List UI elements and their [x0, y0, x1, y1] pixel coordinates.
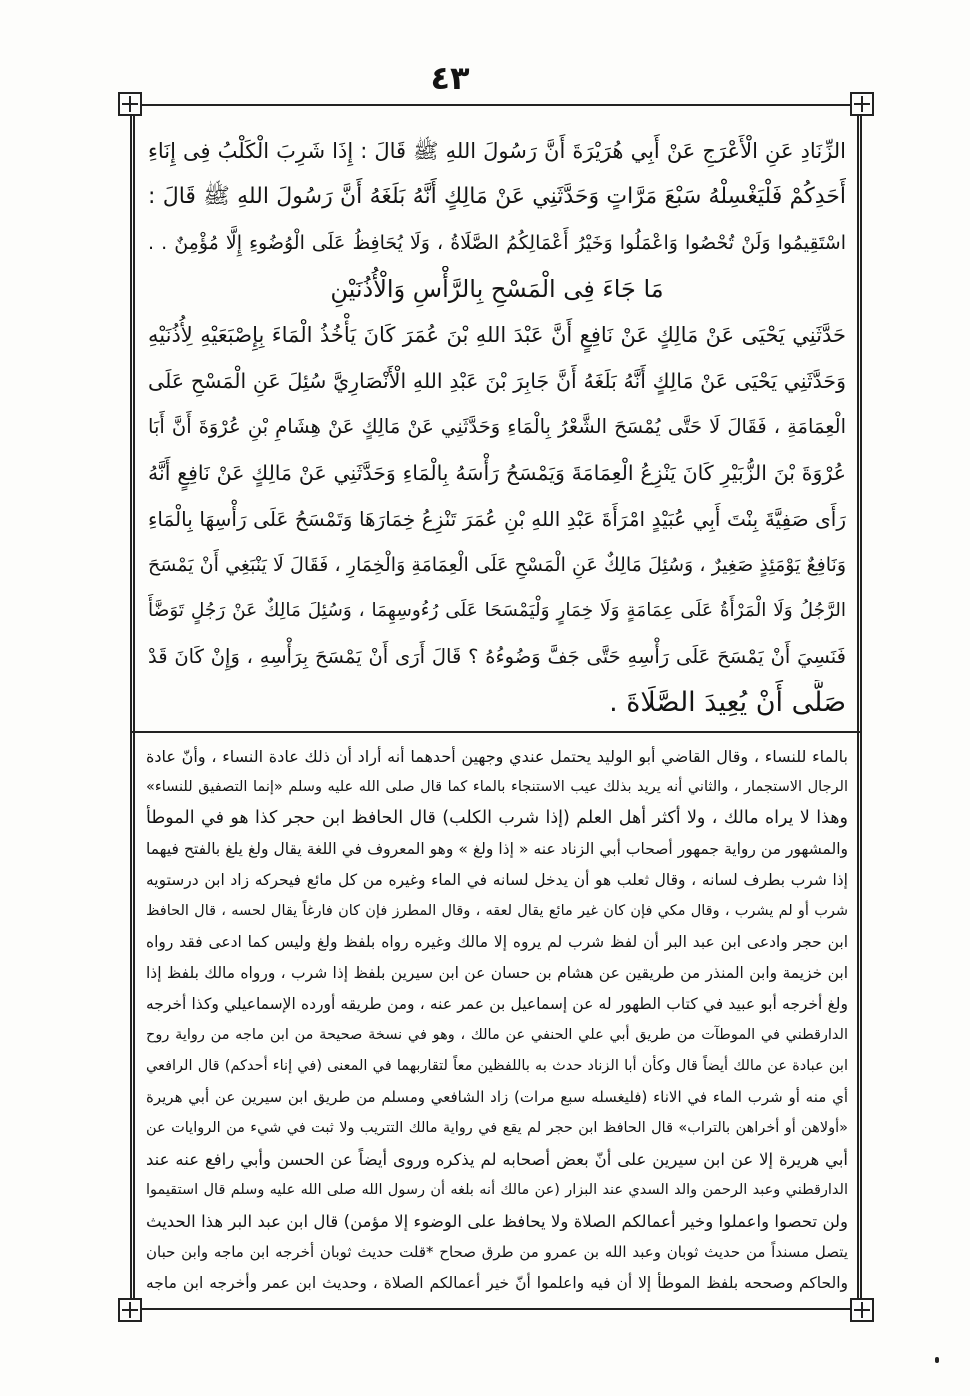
main-text-line: الزِّنَادِ عَنِ الْأَعْرَجِ عَنْ أَبِي هُرَيْرَةَ أَنَّ رَسُولَ اللهِ ﷺ قَالَ : إِذَا شَرِبَ الْكَلْبُ فِى إِنَاءِ — [148, 139, 846, 163]
corner-ornament-top-right — [850, 92, 874, 116]
page-number: ٤٣ — [430, 59, 470, 97]
commentary-line: والحاكم وصححه بلفظ الموطأ إلا أن فيه واعلموا أنّ خير أعمالكم الصلاة ، وحديث ابن عمر وأخرجه ابن ماجه — [146, 1274, 848, 1292]
main-text — [148, 128, 846, 726]
commentary-line: وهذا لا يراه مالك ، ولا أكثر أهل العلم (إذا شرب الكلب) قال الحافظ ابن حجر كذا هو في الموطأ — [146, 808, 848, 828]
commentary-line: إذا شرب بطرف لسانه ، وقال ثعلب هو أن يدخل لسانه في الماء وغيره من كل مائع فيحركه زاد ابن درستويه — [146, 871, 848, 889]
commentary-line: يتصل مسنداً من حديث ثوبان وعبد الله بن عمرو من طرق صحاح *قلت حديث ثوبان أخرجه ابن ماجه وابن حبان — [146, 1243, 848, 1261]
main-text-line: الْعِمَامَةِ ، فَقَالَ لَا حَتَّى يُمْسَحَ الشَّعْرُ بِالْمَاءِ وَحَدَّثَنِي عَنْ مَالِكٍ عَنْ هِشَامِ بْنِ عُرْوَةَ أَنَّ أَبَا — [148, 415, 846, 438]
main-text-line: وَحَدَّثَنِي يَحْيَى عَنْ مَالِكٍ أَنَّهُ بَلَغَهُ أَنَّ جَابِرَ بْنَ عَبْدِ اللهِ الْأَنْصَارِيَّ سُئِلَ عَنِ الْمَسْحِ عَلَى — [148, 369, 846, 393]
main-text-line: وَنَافِعٌ يَوْمَئِذٍ صَغِيرٌ ، وَسُئِلَ مَالِكٌ عَنِ الْمَسْحِ عَلَى الْعِمَامَةِ وَالْخِمَارِ ، فَقَالَ لَا يَنْبَغِي أَنْ يَمْسَحَ — [148, 554, 846, 576]
main-text-line: فَنَسِيَ أَنْ يَمْسَحَ عَلَى رَأْسِهِ حَتَّى جَفَّ وَضُوءُهُ ؟ قَالَ أَرَى أَنْ يَمْسَحَ بِرَأْسِهِ ، وَإِنْ كَانَ قَدْ — [148, 645, 846, 668]
commentary-line: ولن تحصوا واعملوا وخير أعمالكم الصلاة ولا يحافظ على الوضوء إلا مؤمن) قال ابن عبد البر هذا الحديث — [146, 1212, 848, 1231]
corner-ornament-bottom-left — [118, 1298, 142, 1322]
main-text-line: الرَّجُلُ وَلَا الْمَرْأَةُ عَلَى عِمَامَةٍ وَلَا خِمَارٍ وَلْيَمْسَحَا عَلَى رُءُوسِهِمَا ، وَسُئِلَ مَالِكٌ عَنْ رَجُلٍ تَوَضَّأَ — [148, 600, 846, 621]
commentary-line: الرجال الاستجمار ، والثاني أنه يريد بذلك عيب الاستنجاء بالماء كما قال صلى الله عليه وسلم «إنما التصفيق للنساء» — [146, 779, 848, 795]
commentary-line: ابن عبادة عن مالك أيضاً قال وكأن أبا الزناد حدث به باللفظين معاً لتقاربهما في المعنى (في إناء أحدكم) قال الرافعي — [146, 1058, 848, 1074]
main-text-line: أَحَدِكُمْ فَلْيَغْسِلْهُ سَبْعَ مَرَّاتٍ وَحَدَّثَنِي عَنْ مَالِكٍ أَنَّهُ بَلَغَهُ أَنَّ رَسُولَ اللهِ ﷺ قَالَ : — [148, 184, 846, 209]
commentary-line: «أولاهن أو أخراهن بالتراب» قال الحافظ ابن حجر لم يقع في رواية مالك التتريب ولا ثبت في شيء من الروايات عن — [146, 1120, 848, 1136]
commentary-line: ولغ أخرجه أبو عبيد في كتاب الطهور له عن إسماعيل بن عمر عنه ، ومن طريقه أورده الإسماعيلي وكذا أخرجه — [146, 995, 848, 1013]
corner-ornament-top-left — [118, 92, 142, 116]
main-text-line: رَأَى صَفِيَّةَ بِنْتَ أَبِي عُبَيْدٍ امْرَأَةَ عَبْدِ اللهِ بْنِ عُمَرَ تَنْزِعُ خِمَارَهَا وَتَمْسَحُ عَلَى رَأْسِهَا بِالْمَاءِ — [148, 507, 846, 531]
commentary-line: الدارقطني وعبد الرحمن والد السدي عند البزار (عن مالك أنه بلغه أن رسول الله صلى الله عليه وسلم قال استقيموا — [146, 1182, 848, 1198]
commentary-line: أبي هريرة إلا عن ابن سيرين على أنّ بعض أصحابه لم يذكره وروى أيضاً عن الحسن وأبي رافع عنه عند — [146, 1150, 848, 1169]
commentary-line: ابن حجر وادعى ابن عبد البر أن لفظ شرب لم يروه إلا مالك وغيره رواه بلفظ ولغ وليس كما ادعى فقد رواه — [146, 933, 848, 951]
main-text-line: عُرْوَةَ بْنَ الزُّبَيْرِ كَانَ يَنْزِعُ الْعِمَامَةَ وَيَمْسَحُ رَأْسَهُ بِالْمَاءِ وَحَدَّثَنِي عَنْ مَالِكٍ عَنْ نَافِعٍ أَنَّهُ — [148, 461, 846, 485]
commentary-line: والمشهور من رواية جمهور أصحاب أبي الزناد عنه « إذا ولغ » وهو المعروف في اللغة يقال ولغ يلغ بالفتح فيهما — [146, 840, 848, 858]
main-text-line: صَلَّى أَنْ يُعِيدَ الصَّلَاةَ . — [609, 687, 846, 718]
commentary-line: بالماء للنساء ، وقال القاضي أبو الوليد يحتمل عندي وجهين أحدهما أنه أراد أن ذلك عادة النساء ، وأنّ عادة — [146, 747, 848, 766]
main-text-line: اسْتَقِيمُوا وَلَنْ تُحْصُوا وَاعْمَلُوا وَخَيْرُ أَعْمَالِكُمُ الصَّلَاةُ ، وَلَا يُحَافِظُ عَلَى الْوُضُوءِ إِلَّا مُؤْمِنٌ . . — [148, 232, 846, 254]
commentary-text — [146, 741, 848, 1299]
commentary-line: ابن خزيمة وابن المنذر من طريقين عن هشام بن حسان عن ابن سيرين بلفظ إذا شرب ، ورواه مالك بلفظ إذا — [146, 964, 848, 982]
section-heading: مَا جَاءَ فِى الْمَسْحِ بِالرَّأْسِ وَالْأُذُنَيْنِ — [330, 275, 664, 303]
text-divider — [130, 731, 862, 733]
commentary-line: الدارقطني في الموطآت من طريق أبي علي الحنفي عن مالك ، وهو في نسخة صحيحة من ابن ماجه من رواية روح — [146, 1027, 848, 1043]
commentary-line: أي منه أو شرب الماء في الاناء (فليغسله سبع مرات) زاد الشافعي ومسلم من طريق ابن سيرين عن أبي هريرة — [146, 1088, 848, 1106]
corner-ornament-bottom-right — [850, 1298, 874, 1322]
commentary-line: شرب أو لم يشرب ، وقال مكي فإن كان غير مائع يقال لعقه ، وقال المطرز فإن كان فارغاً يقال لحسه ، قال الحافظ — [146, 903, 848, 919]
main-text-line: حَدَّثَنِي يَحْيَى عَنْ مَالِكٍ عَنْ نَافِعٍ أَنَّ عَبْدَ اللهِ بْنَ عُمَرَ كَانَ يَأْخُذُ الْمَاءَ بِإِصْبَعَيْهِ لِأُذُنَيْهِ — [148, 323, 846, 347]
scan-speck — [935, 1357, 939, 1363]
